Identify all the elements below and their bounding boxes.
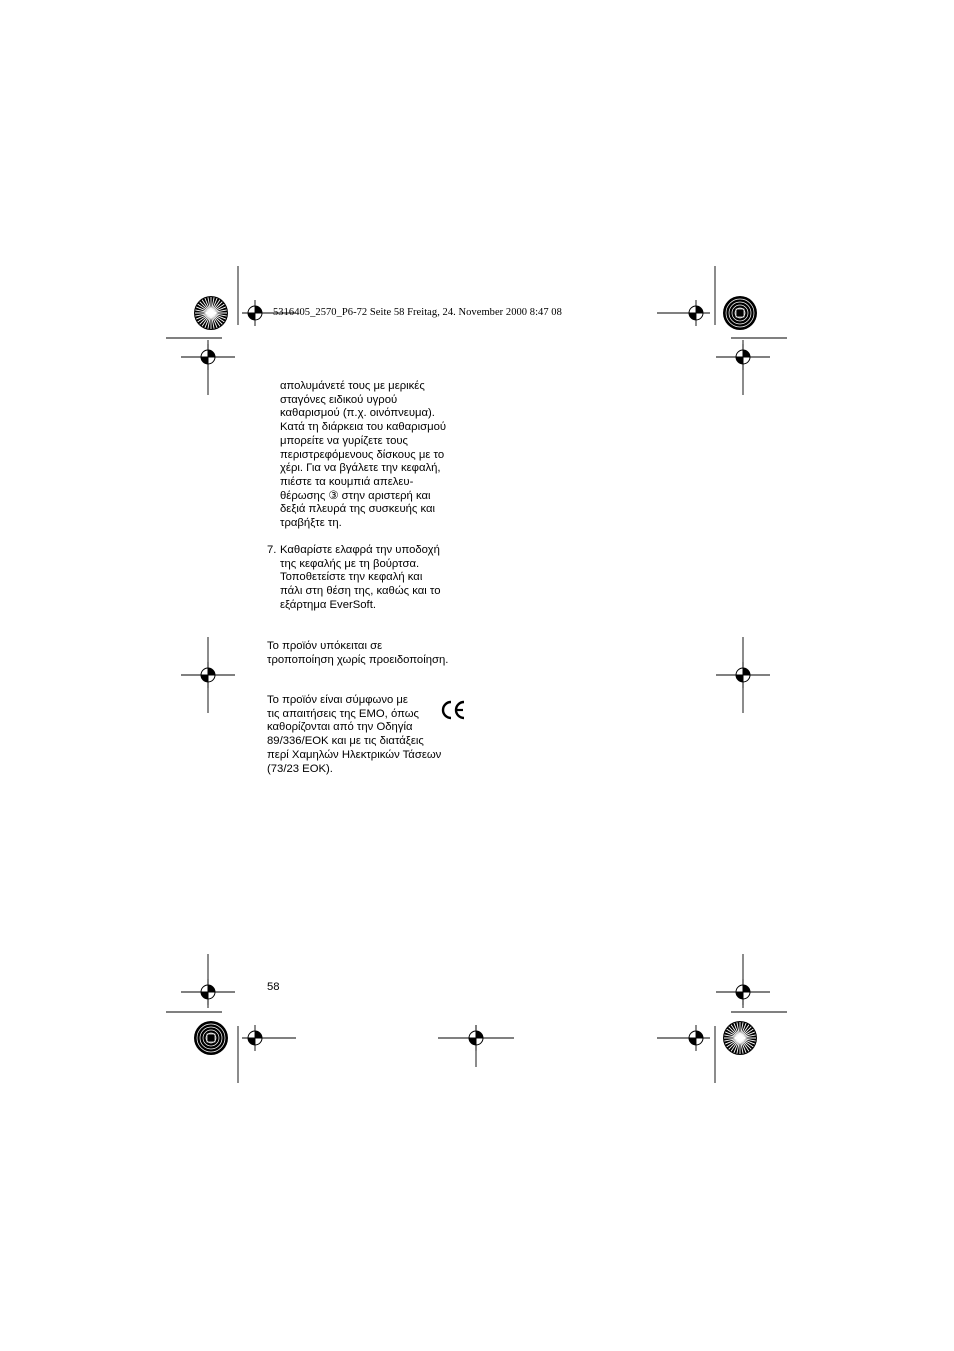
cleaning-paragraph [280,380,446,531]
text-line: περί Χαμηλών Ηλεκτρικών Τάσεων [267,748,442,761]
text-line: εξάρτημα EverSoft. [280,598,376,611]
text-line: πάλι στη θέση της, καθώς και το [280,585,441,598]
text-line: Τοποθετείστε την κεφαλή και [280,571,423,584]
text-line: της κεφαλής με τη βούρτσα. [280,557,420,570]
text-line: μπορείτε να γυρίζετε τους [280,434,408,447]
text-line: δεξιά πλευρά της συσκευής και [280,503,436,516]
ce-mark-icon [440,699,466,721]
text-line: Κατά τη διάρκεια του καθαρισμού [280,421,447,434]
conformity-statement [267,694,441,776]
text-line: σταγόνες ειδικού υγρού [280,393,398,406]
text-line: περιστρεφόμενους δίσκους με το [280,448,445,461]
page-number: 58 [267,981,280,993]
text-line: τραβήξτε τη. [280,517,342,530]
text-line: τις απαιτήσεις της ΕΜΟ, όπως [267,707,419,720]
step-number: 7. [267,544,277,556]
text-line: 89/336/ΕΟΚ και με τις διατάξεις [267,735,424,748]
text-line: καθαρισμού (π.χ. οινόπνευμα). [280,407,435,420]
text-line: θέρωσης ③ στην αριστερή και [280,489,431,502]
print-slug: 5316405_2570_P6-72 Seite 58 Freitag, 24. November 2000 8:47 08 [273,307,562,318]
text-line: απολυμάνετέ τους με μερικές [280,380,425,392]
text-line: καθορίζονται από την Οδηγία [267,721,413,734]
text-line: χέρι. Για να βγάλετε την κεφαλή, [280,462,441,475]
text-line: Καθαρίστε ελαφρά την υποδοχή [280,544,440,556]
text-line: Το προϊόν είναι σύμφωνο με [267,694,408,706]
text-line: τροποποίηση χωρίς προειδοποίηση. [267,653,449,666]
text-line: πιέστε τα κουμπιά απελευ- [280,475,414,488]
text-line: (73/23 ΕΟΚ). [267,762,333,775]
text-line: Το προϊόν υπόκειται σε [267,640,383,652]
step-7-text [280,544,441,613]
change-notice [267,640,448,667]
